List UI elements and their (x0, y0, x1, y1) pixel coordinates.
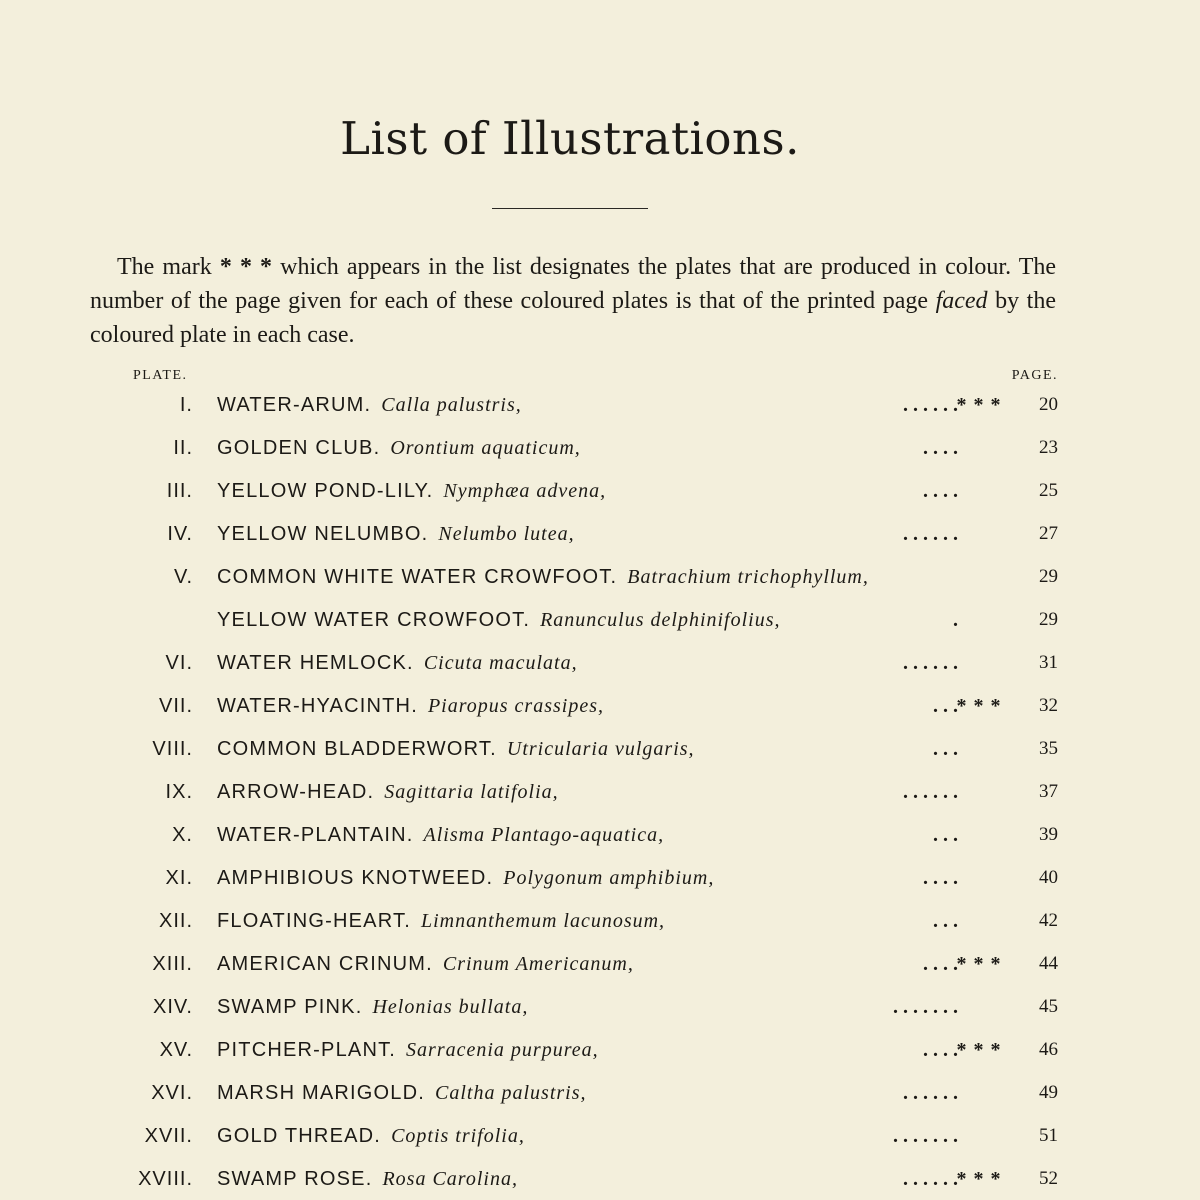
common-name: WATER HEMLOCK. (217, 652, 414, 674)
leader-dots: . . . . . . (903, 781, 958, 803)
leader-dots: . . . . . . . (893, 1125, 958, 1147)
leader-dots: . . . (933, 910, 958, 932)
plate-number: II. (173, 437, 193, 459)
leader-dots: . . . . . . (903, 394, 958, 416)
leader-dots: . . . (933, 824, 958, 846)
leader-dots: . . . . (923, 953, 958, 975)
plate-number: IX. (165, 781, 193, 803)
plate-entry (217, 1121, 525, 1151)
scientific-name: Limnanthemum lacunosum, (420, 910, 666, 932)
plate-row (0, 433, 1200, 463)
page-number: 27 (1039, 523, 1058, 544)
plate-row (0, 1121, 1200, 1151)
common-name: AMERICAN CRINUM. (217, 953, 433, 975)
page-number: 31 (1039, 652, 1058, 673)
plate-number: VII. (158, 695, 193, 717)
scientific-name: Calla palustris, (381, 394, 522, 416)
scientific-name: Alisma Plantago-aquatica, (423, 824, 665, 846)
common-name: COMMON BLADDERWORT. (217, 738, 497, 760)
page-title: List of Illustrations. (340, 112, 800, 165)
plate-number: X. (172, 824, 193, 846)
scientific-name: Caltha palustris, (435, 1082, 587, 1104)
plate-row (0, 648, 1200, 678)
scientific-name: Nelumbo lutea, (438, 523, 575, 545)
plate-row (0, 390, 1200, 420)
plate-row (0, 949, 1200, 979)
plate-number: XVII. (144, 1125, 193, 1147)
plate-entry (217, 949, 634, 979)
scientific-name: Polygonum amphibium, (503, 867, 715, 889)
plate-entry (217, 906, 665, 936)
plate-row (0, 906, 1200, 936)
common-name: COMMON WHITE WATER CROWFOOT. (217, 566, 618, 588)
plate-entry (217, 691, 604, 721)
plate-entry (217, 519, 575, 549)
page-number: 52 (1039, 1168, 1058, 1189)
scientific-name: Ranunculus delphinifolius, (540, 609, 781, 631)
scientific-name: Sagittaria latifolia, (384, 781, 559, 803)
colour-plate-marker: * * * (219, 254, 273, 280)
plate-row (0, 476, 1200, 506)
colour-marker: * * * (956, 953, 1002, 975)
leader-dots: . . . . (923, 1039, 958, 1061)
plate-row (0, 562, 1200, 592)
plate-row (0, 820, 1200, 850)
page-number: 37 (1039, 781, 1058, 802)
page-number: 29 (1039, 566, 1058, 587)
page-number: 51 (1039, 1125, 1058, 1146)
common-name: GOLD THREAD. (217, 1125, 382, 1147)
plate-entry (217, 433, 581, 463)
scientific-name: Rosa Carolina, (382, 1168, 518, 1190)
plate-number: XIV. (153, 996, 193, 1018)
common-name: AMPHIBIOUS KNOTWEED. (217, 867, 494, 889)
common-name: PITCHER-PLANT. (217, 1039, 397, 1061)
plate-row (0, 992, 1200, 1022)
leader-dots: . . . . . . . (893, 996, 958, 1018)
page-number: 44 (1039, 953, 1058, 974)
plate-number: XIII. (152, 953, 193, 975)
page-column-header: PAGE. (1011, 368, 1058, 383)
scientific-name: Coptis trifolia, (391, 1125, 525, 1147)
intro-paragraph (90, 250, 1056, 352)
intro-text-middle: which appears in the list designates the plates that are produced in colour. The number of the page given for each of these coloured plates is that of the printed page (90, 254, 1057, 314)
plate-number: V. (173, 566, 193, 588)
plate-row (0, 734, 1200, 764)
plate-row (0, 1164, 1200, 1194)
common-name: SWAMP PINK. (217, 996, 363, 1018)
scientific-name: Crinum Americanum, (442, 953, 634, 975)
page-number: 23 (1039, 437, 1058, 458)
scientific-name: Helonias bullata, (372, 996, 529, 1018)
scientific-name: Piaropus crassipes, (427, 695, 604, 717)
colour-marker: * * * (956, 394, 1002, 416)
plate-entry (217, 476, 606, 506)
common-name: FLOATING-HEART. (217, 910, 411, 932)
leader-dots: . . . . . . (903, 1082, 958, 1104)
page-number: 46 (1039, 1039, 1058, 1060)
page-number: 49 (1039, 1082, 1058, 1103)
common-name: YELLOW POND-LILY. (217, 480, 434, 502)
common-name: YELLOW NELUMBO. (217, 523, 429, 545)
page-number: 32 (1039, 695, 1058, 716)
plate-row (0, 519, 1200, 549)
common-name: MARSH MARIGOLD. (217, 1082, 426, 1104)
leader-dots: . . . . . . (903, 652, 958, 674)
plate-entry (217, 648, 578, 678)
page-number: 45 (1039, 996, 1058, 1017)
leader-dots: . . . (933, 695, 958, 717)
plate-row (0, 1078, 1200, 1108)
colour-marker: * * * (956, 1039, 1002, 1061)
plate-entry (217, 562, 869, 592)
scientific-name: Nymphæa advena, (443, 480, 607, 502)
common-name: GOLDEN CLUB. (217, 437, 381, 459)
plate-row (0, 1035, 1200, 1065)
page-number: 39 (1039, 824, 1058, 845)
page-number: 25 (1039, 480, 1058, 501)
plate-entry (217, 1078, 587, 1108)
scientific-name: Sarracenia purpurea, (406, 1039, 599, 1061)
plate-number: VI. (165, 652, 193, 674)
plate-number: XVIII. (138, 1168, 193, 1190)
leader-dots: . . . (933, 738, 958, 760)
common-name: SWAMP ROSE. (217, 1168, 373, 1190)
plate-entry (217, 1164, 518, 1194)
plate-entry (217, 777, 559, 807)
scientific-name: Batrachium trichophyllum, (627, 566, 869, 588)
plate-number: XVI. (151, 1082, 193, 1104)
scientific-name: Orontium aquaticum, (390, 437, 581, 459)
common-name: YELLOW WATER CROWFOOT. (217, 609, 531, 631)
leader-dots: . . . . (923, 480, 958, 502)
common-name: WATER-HYACINTH. (217, 695, 418, 717)
plate-column-header: PLATE. (133, 368, 188, 383)
colour-marker: * * * (956, 695, 1002, 717)
plate-number: VIII. (152, 738, 193, 760)
plate-entry (217, 390, 522, 420)
plate-number: III. (166, 480, 193, 502)
common-name: ARROW-HEAD. (217, 781, 375, 803)
plate-row (0, 691, 1200, 721)
scientific-name: Utricularia vulgaris, (506, 738, 695, 760)
intro-text-end: by the coloured plate in each case. (90, 288, 1056, 348)
page-number: 35 (1039, 738, 1058, 759)
plate-row (0, 777, 1200, 807)
scientific-name: Cicuta maculata, (423, 652, 578, 674)
plate-number: IV. (167, 523, 193, 545)
common-name: WATER-ARUM. (217, 394, 372, 416)
page-number: 42 (1039, 910, 1058, 931)
intro-text-start: The mark (117, 254, 212, 280)
leader-dots: . . . . . . (903, 1168, 958, 1190)
page-number: 20 (1039, 394, 1058, 415)
plate-entry (217, 820, 664, 850)
page-number: 29 (1039, 609, 1058, 630)
plate-entry (217, 992, 528, 1022)
leader-dots: . . . . (923, 437, 958, 459)
plate-number: XV. (159, 1039, 193, 1061)
leader-dots: . . . . . . (903, 523, 958, 545)
leader-dots: . (953, 609, 958, 631)
plate-entry (217, 1035, 599, 1065)
plate-number: XI. (165, 867, 193, 889)
leader-dots: . . . . (923, 867, 958, 889)
title-divider (492, 208, 648, 209)
plate-number: XII. (158, 910, 193, 932)
page-number: 40 (1039, 867, 1058, 888)
plate-row (0, 605, 1200, 635)
intro-emphasis: faced (935, 288, 988, 314)
plate-number: I. (179, 394, 193, 416)
colour-marker: * * * (956, 1168, 1002, 1190)
plate-row (0, 863, 1200, 893)
common-name: WATER-PLANTAIN. (217, 824, 414, 846)
